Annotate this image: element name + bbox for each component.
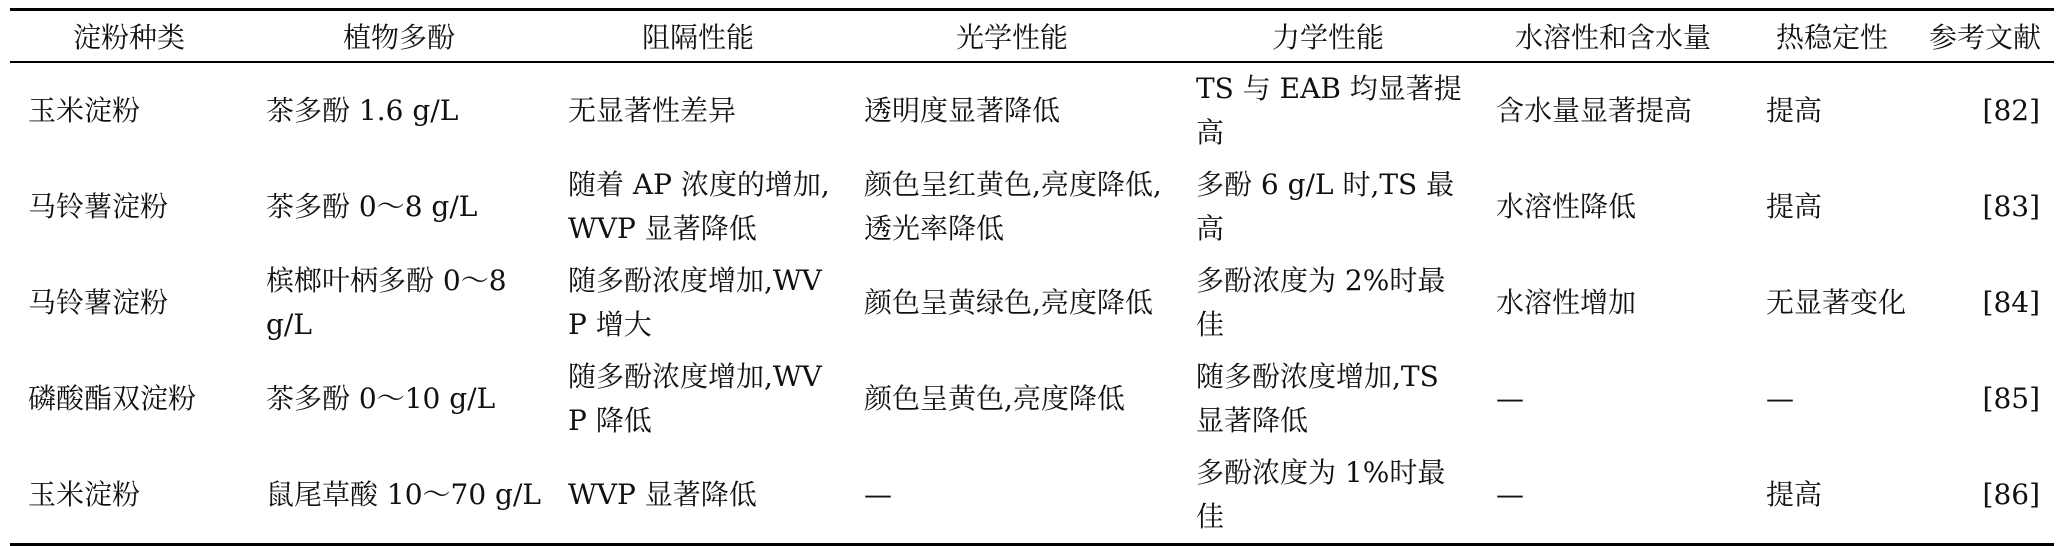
cell-barrier: 无显著性差异 — [568, 94, 737, 127]
cell-polyphenol: 茶多酚 1.6 g/L — [266, 94, 459, 127]
cell-reference: [86] — [1982, 478, 2040, 511]
cell-starch: 玉米淀粉 — [28, 94, 141, 127]
cell-reference: [84] — [1982, 286, 2040, 319]
cell-mechanical: TS 与 EAB 均显著提高 — [1196, 72, 1462, 149]
cell-optical: — — [864, 478, 892, 511]
cell-mechanical: 多酚浓度为 2%时最佳 — [1196, 264, 1446, 341]
header-water: 水溶性和含水量 — [1514, 21, 1711, 54]
cell-water: 水溶性增加 — [1496, 286, 1637, 319]
table-row — [10, 447, 2054, 545]
header-reference: 参考文献 — [1928, 21, 2041, 54]
cell-polyphenol: 茶多酚 0～8 g/L — [266, 190, 478, 223]
header-polyphenol: 植物多酚 — [342, 21, 455, 54]
header-row — [10, 10, 2054, 63]
table-container — [10, 8, 2054, 546]
cell-barrier: 随多酚浓度增加,WVP 降低 — [568, 360, 822, 437]
cell-starch: 马铃薯淀粉 — [28, 190, 169, 223]
cell-water: — — [1496, 478, 1524, 511]
cell-optical: 透明度显著降低 — [864, 94, 1061, 127]
cell-reference: [85] — [1982, 382, 2040, 415]
cell-starch: 玉米淀粉 — [28, 478, 141, 511]
table-row — [10, 255, 2054, 351]
cell-polyphenol: 槟榔叶柄多酚 0～8 g/L — [266, 264, 507, 341]
header-mechanical: 力学性能 — [1271, 21, 1384, 54]
cell-reference: [82] — [1982, 94, 2040, 127]
cell-mechanical: 随多酚浓度增加,TS 显著降低 — [1196, 360, 1439, 437]
cell-polyphenol: 茶多酚 0～10 g/L — [266, 382, 496, 415]
cell-reference: [83] — [1982, 190, 2040, 223]
cell-polyphenol: 鼠尾草酸 10～70 g/L — [266, 478, 542, 511]
cell-barrier: 随多酚浓度增加,WVP 增大 — [568, 264, 822, 341]
cell-optical: 颜色呈红黄色,亮度降低,透光率降低 — [864, 168, 1162, 245]
cell-optical: 颜色呈黄色,亮度降低 — [864, 382, 1125, 415]
cell-water: 水溶性降低 — [1496, 190, 1637, 223]
cell-thermal: 无显著变化 — [1766, 286, 1907, 319]
cell-starch: 磷酸酯双淀粉 — [28, 382, 197, 415]
header-optical: 光学性能 — [955, 21, 1068, 54]
header-barrier: 阻隔性能 — [641, 21, 754, 54]
cell-water: 含水量显著提高 — [1496, 94, 1693, 127]
cell-thermal: 提高 — [1766, 94, 1823, 127]
table-row — [10, 159, 2054, 255]
table-row — [10, 351, 2054, 447]
cell-thermal: 提高 — [1766, 478, 1823, 511]
header-starch-type: 淀粉种类 — [72, 21, 185, 54]
header-thermal: 热稳定性 — [1775, 21, 1888, 54]
cell-mechanical: 多酚 6 g/L 时,TS 最高 — [1196, 168, 1455, 245]
table-row — [10, 62, 2054, 159]
cell-thermal: 提高 — [1766, 190, 1823, 223]
cell-thermal: — — [1766, 382, 1794, 415]
cell-water: — — [1496, 382, 1524, 415]
starch-polyphenol-table — [10, 8, 2054, 546]
cell-optical: 颜色呈黄绿色,亮度降低 — [864, 286, 1153, 319]
cell-barrier: 随着 AP 浓度的增加,WVP 显著降低 — [568, 168, 830, 245]
cell-mechanical: 多酚浓度为 1%时最佳 — [1196, 456, 1446, 533]
cell-barrier: WVP 显著降低 — [568, 478, 757, 511]
cell-starch: 马铃薯淀粉 — [28, 286, 169, 319]
